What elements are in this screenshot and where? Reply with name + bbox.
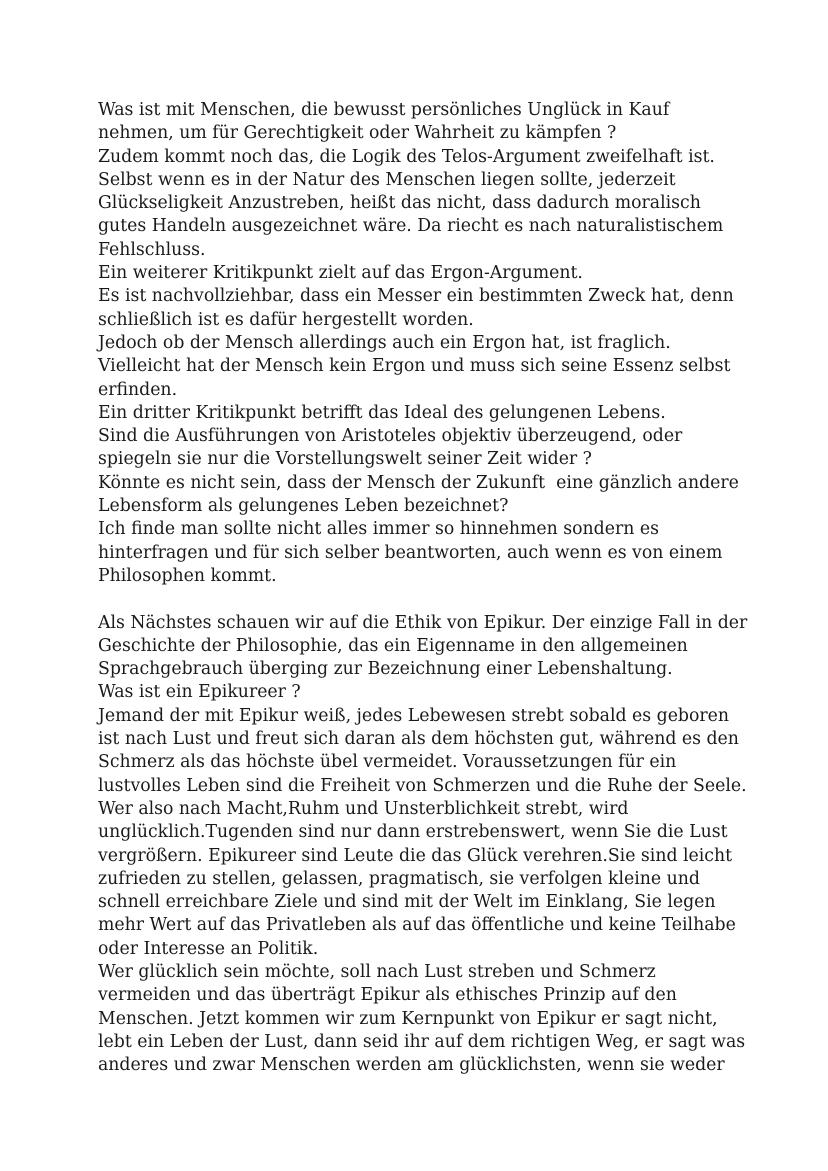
text-line: mehr Wert auf das Privatleben als auf das öffentliche und keine Teilhabe xyxy=(98,915,736,936)
text-line: schließlich ist es dafür hergestellt worden. xyxy=(98,309,474,330)
paragraph-epikur xyxy=(98,612,758,1078)
text-line: Zudem kommt noch das, die Logik des Telos-Argument zweifelhaft ist. xyxy=(98,146,715,167)
text-line: gutes Handeln ausgezeichnet wäre. Da riecht es nach naturalistischem xyxy=(98,216,724,237)
text-line: Ein weiterer Kritikpunkt zielt auf das Ergon-Argument. xyxy=(98,263,583,284)
text-line: spiegeln sie nur die Vorstellungswelt seiner Zeit wider ? xyxy=(98,449,592,470)
text-line: lebt ein Leben der Lust, dann seid ihr auf dem richtigen Weg, er sagt was xyxy=(98,1031,746,1052)
text-line: Wer glücklich sein möchte, soll nach Lust streben und Schmerz xyxy=(98,961,656,982)
text-line: nehmen, um für Gerechtigkeit oder Wahrheit zu kämpfen ? xyxy=(98,123,617,144)
text-line: Könnte es nicht sein, dass der Mensch der Zukunft eine gänzlich andere xyxy=(98,472,739,493)
text-line: Fehlschluss. xyxy=(98,239,206,260)
text-line: unglücklich.Tugenden sind nur dann erstrebenswert, wenn Sie die Lust xyxy=(98,822,728,843)
text-line: Geschichte der Philosophie, das ein Eigenname in den allgemeinen xyxy=(98,635,688,656)
text-line: schnell erreichbare Ziele und sind mit der Welt im Einklang, Sie legen xyxy=(98,892,716,913)
text-line: erfinden. xyxy=(98,379,178,400)
text-line: Als Nächstes schauen wir auf die Ethik von Epikur. Der einzige Fall in der xyxy=(98,612,748,633)
text-line: Vielleicht hat der Mensch kein Ergon und muss sich seine Essenz selbst xyxy=(98,356,731,377)
text-line: Ein dritter Kritikpunkt betrifft das Ideal des gelungenen Lebens. xyxy=(98,402,666,423)
text-line: vermeiden und das überträgt Epikur als ethisches Prinzip auf den xyxy=(98,985,677,1006)
text-line: Sind die Ausführungen von Aristoteles objektiv überzeugend, oder xyxy=(98,426,683,447)
text-line: Jemand der mit Epikur weiß, jedes Lebewesen strebt sobald es geboren xyxy=(98,705,730,726)
text-line: Schmerz als das höchste übel vermeidet. Voraussetzungen für ein xyxy=(98,752,677,773)
text-line: Wer also nach Macht,Ruhm und Unsterblichkeit strebt, wird xyxy=(98,798,629,819)
text-line: Glückseligkeit Anzustreben, heißt das nicht, dass dadurch moralisch xyxy=(98,193,701,214)
text-line: lustvolles Leben sind die Freiheit von Schmerzen und die Ruhe der Seele. xyxy=(98,775,747,796)
text-line: oder Interesse an Politik. xyxy=(98,938,319,959)
text-line: hinterfragen und für sich selber beantworten, auch wenn es von einem xyxy=(98,542,723,563)
text-line: vergrößern. Epikureer sind Leute die das Glück verehren.Sie sind leicht xyxy=(98,845,733,866)
text-line: Philosophen kommt. xyxy=(98,565,277,586)
text-line: Selbst wenn es in der Natur des Menschen liegen sollte, jederzeit xyxy=(98,169,676,190)
document-body xyxy=(98,99,758,1077)
text-line: Sprachgebrauch überging zur Bezeichnung einer Lebenshaltung. xyxy=(98,659,673,680)
text-line: Menschen. Jetzt kommen wir zum Kernpunkt von Epikur er sagt nicht, xyxy=(98,1008,718,1029)
paragraph-critique xyxy=(98,99,758,588)
text-line: ist nach Lust und freut sich daran als dem höchsten gut, während es den xyxy=(98,729,739,750)
text-line: Lebensform als gelungenes Leben bezeichnet? xyxy=(98,496,509,517)
paragraph-spacer xyxy=(98,588,758,611)
text-line: Ich finde man sollte nicht alles immer so hinnehmen sondern es xyxy=(98,519,659,540)
text-line: anderes und zwar Menschen werden am glücklichsten, wenn sie weder xyxy=(98,1055,725,1076)
text-line: Was ist mit Menschen, die bewusst persönliches Unglück in Kauf xyxy=(98,100,670,120)
text-line: Jedoch ob der Mensch allerdings auch ein Ergon hat, ist fraglich. xyxy=(98,332,671,353)
text-line: Was ist ein Epikureer ? xyxy=(98,682,301,703)
text-line: zufrieden zu stellen, gelassen, pragmatisch, sie verfolgen kleine und xyxy=(98,868,700,889)
text-line: Es ist nachvollziehbar, dass ein Messer ein bestimmten Zweck hat, denn xyxy=(98,286,734,307)
